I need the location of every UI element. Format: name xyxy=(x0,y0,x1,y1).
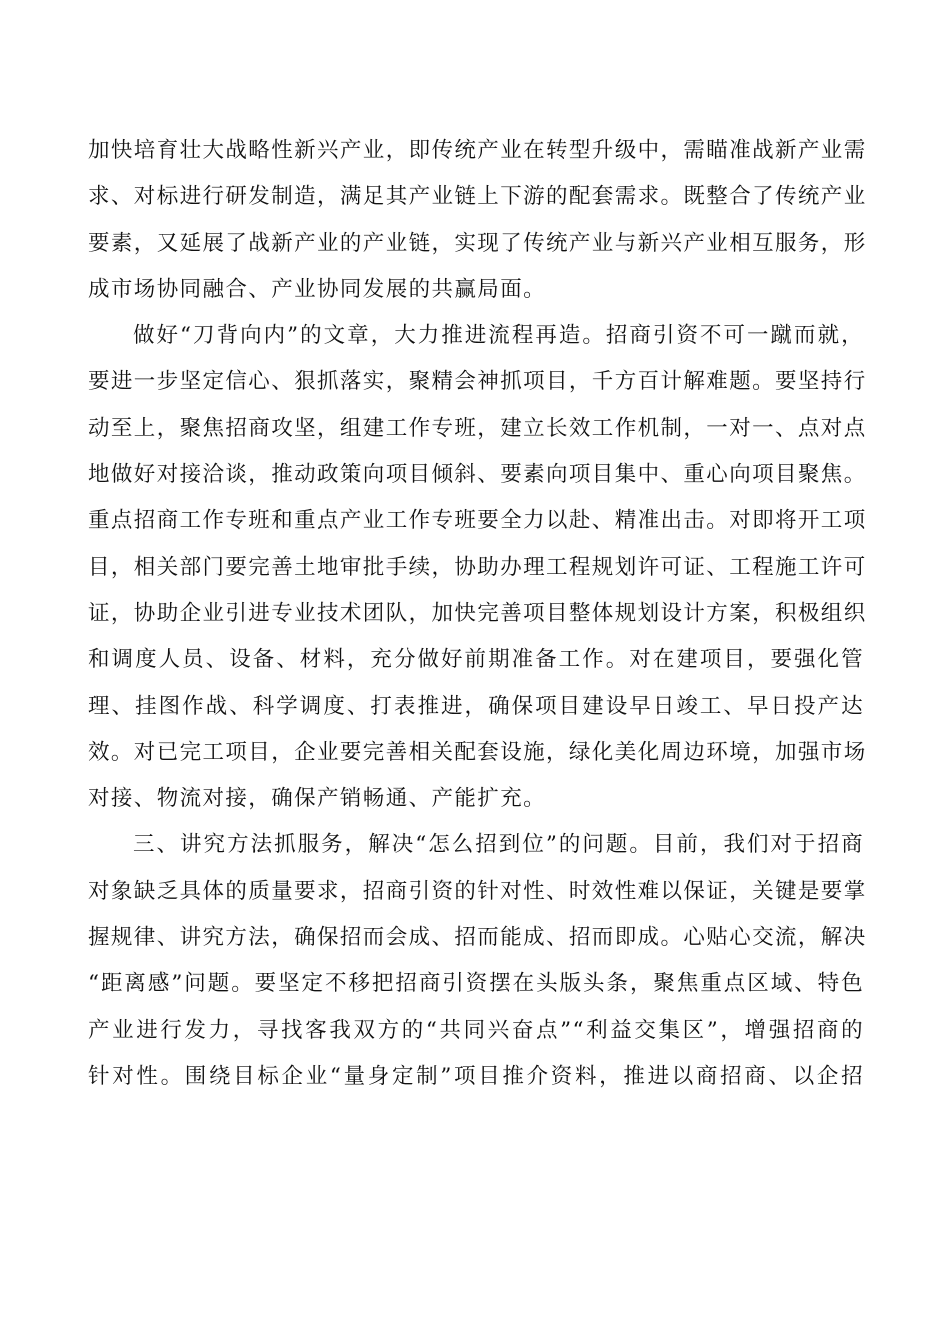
text-line: 重点招商工作专班和重点产业工作专班要全力以赴、精准出击。对即将开工项 xyxy=(88,508,867,534)
text-line: 对接、物流对接，确保产销畅通、产能扩充。 xyxy=(88,786,547,812)
text-line: 成市场协同融合、产业协同发展的共赢局面。 xyxy=(88,276,547,302)
text-line: 握规律、讲究方法，确保招而会成、招而能成、招而即成。心贴心交流，解决 xyxy=(88,925,867,951)
text-line: 地做好对接洽谈，推动政策向项目倾斜、要素向项目集中、重心向项目聚焦。 xyxy=(88,462,867,488)
text-line: “距离感”问题。要坚定不移把招商引资摆在头版头条，聚焦重点区域、特色 xyxy=(88,971,864,997)
text-line: 要素，又延展了战新产业的产业链，实现了传统产业与新兴产业相互服务，形 xyxy=(88,230,867,256)
text-line: 三、讲究方法抓服务，解决“怎么招到位”的问题。目前，我们对于招商 xyxy=(133,832,864,858)
text-line: 求、对标进行研发制造，满足其产业链上下游的配套需求。既整合了传统产业 xyxy=(88,184,867,210)
text-line: 产业进行发力，寻找客我双方的“共同兴奋点”“利益交集区”，增强招商的 xyxy=(88,1017,864,1043)
text-line: 和调度人员、设备、材料，充分做好前期准备工作。对在建项目，要强化管 xyxy=(88,647,864,673)
text-line: 针对性。围绕目标企业“量身定制”项目推介资料，推进以商招商、以企招 xyxy=(88,1063,864,1089)
text-line: 理、挂图作战、科学调度、打表推进，确保项目建设早日竣工、早日投产达 xyxy=(88,693,864,719)
text-line: 做好“刀背向内”的文章，大力推进流程再造。招商引资不可一蹴而就， xyxy=(133,323,864,349)
body-text xyxy=(88,128,867,1100)
paragraph-3 xyxy=(88,822,867,1100)
text-line: 加快培育壮大战略性新兴产业，即传统产业在转型升级中，需瞄准战新产业需 xyxy=(88,138,867,163)
text-line: 证，协助企业引进专业技术团队，加快完善项目整体规划设计方案，积极组织 xyxy=(88,600,867,626)
paragraph-1 xyxy=(88,128,867,313)
text-line: 要进一步坚定信心、狠抓落实，聚精会神抓项目，千方百计解难题。要坚持行 xyxy=(88,369,867,395)
text-line: 动至上，聚焦招商攻坚，组建工作专班，建立长效工作机制，一对一、点对点 xyxy=(88,415,867,441)
text-line: 效。对已完工项目，企业要完善相关配套设施，绿化美化周边环境，加强市场 xyxy=(88,739,867,765)
text-line: 目，相关部门要完善土地审批手续，协助办理工程规划许可证、工程施工许可 xyxy=(88,554,867,580)
text-line: 对象缺乏具体的质量要求，招商引资的针对性、时效性难以保证，关键是要掌 xyxy=(88,878,867,904)
paragraph-2 xyxy=(88,313,867,822)
